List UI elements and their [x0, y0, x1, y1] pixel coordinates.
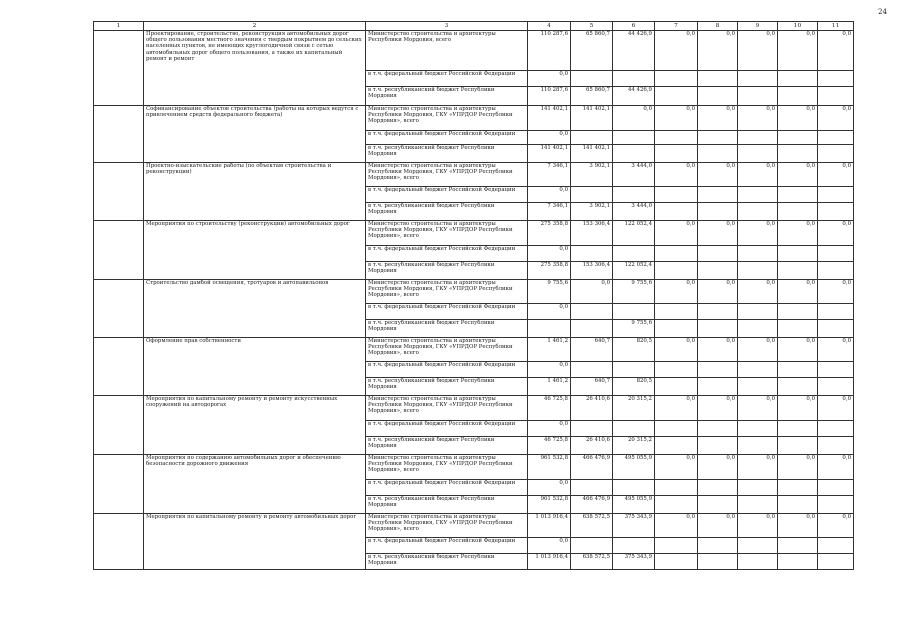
- value-cell: [738, 187, 778, 203]
- value-cell: 65 860,7: [571, 31, 613, 71]
- value-cell: 0,0: [655, 455, 698, 480]
- executor-cell: в т.ч. федеральный бюджет Российской Федерации: [366, 71, 528, 87]
- executor-cell: Министерство строительства и архитектуры Республики Мордовия, ГКУ «УПРДОР Республики Мордовия», всего: [366, 514, 528, 538]
- value-cell: [738, 203, 778, 221]
- executor-cell: Министерство строительства и архитектуры Республики Мордовия, ГКУ «УПРДОР Республики Мордовия», всего: [366, 280, 528, 304]
- value-cell: 0,0: [818, 338, 854, 362]
- value-cell: 0,0: [778, 514, 818, 538]
- value-cell: 0,0: [738, 221, 778, 246]
- value-cell: 0,0: [655, 221, 698, 246]
- value-cell: [571, 187, 613, 203]
- value-cell: [655, 554, 698, 570]
- value-cell: 0,0: [778, 455, 818, 480]
- value-cell: [655, 131, 698, 145]
- value-cell: [818, 421, 854, 437]
- measure-name-cell: Проектно-изыскательские работы (по объектам строительства и реконструкции): [144, 163, 366, 221]
- value-cell: 375 343,9: [613, 554, 655, 570]
- value-cell: 122 052,4: [613, 262, 655, 280]
- value-cell: 0,0: [698, 280, 738, 304]
- value-cell: 0,0: [738, 514, 778, 538]
- value-cell: [818, 87, 854, 106]
- value-cell: [818, 71, 854, 87]
- value-cell: [738, 496, 778, 514]
- value-cell: 7 346,1: [528, 163, 571, 187]
- value-cell: [778, 362, 818, 378]
- value-cell: [738, 131, 778, 145]
- measure-name-cell: Проектирование, строительство, реконструкция автомобильных дорог общего пользования местного значения с твердым покрытием до сельских населенных пунктов, не имеющих круглогодичной связи с сетью автомобильных дорог общего пользования, а также их капитальный ремонт и ремонт: [144, 31, 366, 106]
- measure-name-cell: Софинансирование объектов строительства (работы на которых ведутся с привлечением средств федерального бюджета): [144, 106, 366, 163]
- value-cell: [778, 304, 818, 320]
- executor-cell: в т.ч. республиканский бюджет Республики Мордовия: [366, 145, 528, 163]
- value-cell: [698, 378, 738, 396]
- value-cell: 141 402,1: [528, 145, 571, 163]
- value-cell: 0,0: [778, 280, 818, 304]
- value-cell: [818, 131, 854, 145]
- value-cell: [655, 203, 698, 221]
- row-number-cell: [94, 106, 144, 163]
- value-cell: 3 444,0: [613, 203, 655, 221]
- value-cell: 0,0: [528, 480, 571, 496]
- value-cell: 0,0: [738, 338, 778, 362]
- executor-cell: Министерство строительства и архитектуры Республики Мордовия, всего: [366, 31, 528, 71]
- value-cell: [613, 71, 655, 87]
- value-cell: 0,0: [528, 362, 571, 378]
- table-row: [94, 106, 854, 131]
- value-cell: [698, 203, 738, 221]
- value-cell: 0,0: [818, 455, 854, 480]
- value-cell: 110 287,6: [528, 87, 571, 106]
- executor-cell: в т.ч. федеральный бюджет Российской Федерации: [366, 421, 528, 437]
- value-cell: 0,0: [818, 163, 854, 187]
- value-cell: [778, 437, 818, 455]
- value-cell: [571, 304, 613, 320]
- value-cell: [778, 87, 818, 106]
- value-cell: 141 402,1: [571, 145, 613, 163]
- column-number: 9: [738, 22, 778, 31]
- table-row: [94, 280, 854, 304]
- value-cell: 46 725,8: [528, 437, 571, 455]
- value-cell: [698, 246, 738, 262]
- value-cell: [738, 71, 778, 87]
- value-cell: [818, 554, 854, 570]
- value-cell: [818, 262, 854, 280]
- value-cell: 0,0: [818, 514, 854, 538]
- executor-cell: в т.ч. республиканский бюджет Республики Мордовия: [366, 554, 528, 570]
- table-row: [94, 31, 854, 71]
- value-cell: [778, 320, 818, 338]
- value-cell: [778, 187, 818, 203]
- executor-cell: Министерство строительства и архитектуры Республики Мордовия, ГКУ «УПРДОР Республики Мордовия», всего: [366, 221, 528, 246]
- value-cell: [698, 496, 738, 514]
- value-cell: 0,0: [778, 396, 818, 421]
- value-cell: [655, 262, 698, 280]
- table-row: [94, 338, 854, 362]
- value-cell: [655, 320, 698, 338]
- value-cell: 495 055,9: [613, 496, 655, 514]
- value-cell: 0,0: [818, 31, 854, 71]
- value-cell: 961 532,8: [528, 496, 571, 514]
- executor-cell: Министерство строительства и архитектуры Республики Мордовия, ГКУ «УПРДОР Республики Мордовия», всего: [366, 106, 528, 131]
- value-cell: [613, 480, 655, 496]
- executor-cell: в т.ч. республиканский бюджет Республики Мордовия: [366, 378, 528, 396]
- row-number-cell: [94, 221, 144, 280]
- value-cell: 495 055,9: [613, 455, 655, 480]
- column-number: 8: [698, 22, 738, 31]
- executor-cell: Министерство строительства и архитектуры Республики Мордовия, ГКУ «УПРДОР Республики Мордовия», всего: [366, 455, 528, 480]
- value-cell: [738, 538, 778, 554]
- value-cell: 638 572,5: [571, 554, 613, 570]
- value-cell: [778, 203, 818, 221]
- value-cell: 26 410,6: [571, 437, 613, 455]
- executor-cell: в т.ч. федеральный бюджет Российской Федерации: [366, 304, 528, 320]
- column-number: 5: [571, 22, 613, 31]
- value-cell: [571, 362, 613, 378]
- value-cell: 0,0: [655, 396, 698, 421]
- value-cell: 3 444,0: [613, 163, 655, 187]
- value-cell: [655, 187, 698, 203]
- value-cell: 0,0: [655, 106, 698, 131]
- page-number: 24: [878, 8, 887, 16]
- value-cell: [778, 378, 818, 396]
- value-cell: [698, 187, 738, 203]
- value-cell: 65 860,7: [571, 87, 613, 106]
- measure-name-cell: Оформление прав собственности: [144, 338, 366, 396]
- column-number: 10: [778, 22, 818, 31]
- executor-cell: Министерство строительства и архитектуры Республики Мордовия, ГКУ «УПРДОР Республики Мордовия», всего: [366, 338, 528, 362]
- value-cell: [698, 320, 738, 338]
- value-cell: [738, 145, 778, 163]
- value-cell: [818, 496, 854, 514]
- value-cell: 153 306,4: [571, 221, 613, 246]
- value-cell: [778, 496, 818, 514]
- value-cell: [698, 554, 738, 570]
- column-number: 11: [818, 22, 854, 31]
- value-cell: [698, 304, 738, 320]
- value-cell: [778, 131, 818, 145]
- value-cell: [655, 378, 698, 396]
- value-cell: [818, 304, 854, 320]
- value-cell: [613, 421, 655, 437]
- value-cell: 0,0: [528, 304, 571, 320]
- value-cell: [738, 421, 778, 437]
- value-cell: 0,0: [738, 455, 778, 480]
- value-cell: [698, 71, 738, 87]
- executor-cell: в т.ч. федеральный бюджет Российской Федерации: [366, 538, 528, 554]
- value-cell: 640,7: [571, 338, 613, 362]
- executor-cell: в т.ч. республиканский бюджет Республики Мордовия: [366, 262, 528, 280]
- executor-cell: в т.ч. республиканский бюджет Республики Мордовия: [366, 203, 528, 221]
- value-cell: 466 476,9: [571, 455, 613, 480]
- row-number-cell: [94, 338, 144, 396]
- value-cell: 375 343,9: [613, 514, 655, 538]
- column-number: 3: [366, 22, 528, 31]
- value-cell: 961 532,8: [528, 455, 571, 480]
- value-cell: 0,0: [655, 338, 698, 362]
- value-cell: [698, 538, 738, 554]
- value-cell: 0,0: [613, 106, 655, 131]
- value-cell: [655, 437, 698, 455]
- value-cell: [738, 437, 778, 455]
- value-cell: 0,0: [528, 187, 571, 203]
- value-cell: 153 306,4: [571, 262, 613, 280]
- value-cell: [613, 246, 655, 262]
- value-cell: [698, 262, 738, 280]
- executor-cell: в т.ч. федеральный бюджет Российской Федерации: [366, 362, 528, 378]
- value-cell: 122 052,4: [613, 221, 655, 246]
- value-cell: 0,0: [528, 421, 571, 437]
- value-cell: 0,0: [818, 396, 854, 421]
- value-cell: 820,5: [613, 338, 655, 362]
- value-cell: [655, 480, 698, 496]
- value-cell: 0,0: [528, 246, 571, 262]
- value-cell: [571, 538, 613, 554]
- column-number: 2: [144, 22, 366, 31]
- value-cell: [778, 554, 818, 570]
- value-cell: 466 476,9: [571, 496, 613, 514]
- value-cell: [738, 480, 778, 496]
- value-cell: [571, 131, 613, 145]
- value-cell: [655, 496, 698, 514]
- value-cell: [818, 187, 854, 203]
- value-cell: [778, 262, 818, 280]
- value-cell: [655, 87, 698, 106]
- value-cell: [818, 378, 854, 396]
- value-cell: 0,0: [778, 163, 818, 187]
- value-cell: 0,0: [528, 131, 571, 145]
- value-cell: 0,0: [698, 396, 738, 421]
- column-number: 6: [613, 22, 655, 31]
- value-cell: [655, 362, 698, 378]
- executor-cell: в т.ч. республиканский бюджет Республики Мордовия: [366, 437, 528, 455]
- value-cell: 275 358,8: [528, 221, 571, 246]
- value-cell: [613, 538, 655, 554]
- value-cell: 46 725,8: [528, 396, 571, 421]
- value-cell: [571, 71, 613, 87]
- executor-cell: в т.ч. федеральный бюджет Российской Федерации: [366, 480, 528, 496]
- value-cell: [738, 262, 778, 280]
- value-cell: [698, 480, 738, 496]
- row-number-cell: [94, 31, 144, 106]
- budget-table: [93, 21, 854, 570]
- table-row: [94, 396, 854, 421]
- value-cell: [818, 246, 854, 262]
- value-cell: [778, 480, 818, 496]
- value-cell: [655, 538, 698, 554]
- value-cell: 0,0: [738, 106, 778, 131]
- value-cell: [818, 480, 854, 496]
- value-cell: 0,0: [698, 221, 738, 246]
- value-cell: 141 402,1: [528, 106, 571, 131]
- value-cell: 7 346,1: [528, 203, 571, 221]
- value-cell: [698, 87, 738, 106]
- value-cell: [613, 362, 655, 378]
- row-number-cell: [94, 163, 144, 221]
- value-cell: 0,0: [738, 396, 778, 421]
- value-cell: [738, 304, 778, 320]
- value-cell: 9 755,6: [613, 280, 655, 304]
- executor-cell: в т.ч. федеральный бюджет Российской Федерации: [366, 131, 528, 145]
- value-cell: [818, 362, 854, 378]
- row-number-cell: [94, 455, 144, 514]
- value-cell: 20 315,2: [613, 396, 655, 421]
- value-cell: 1 013 916,4: [528, 514, 571, 538]
- value-cell: 9 755,6: [613, 320, 655, 338]
- table-row: [94, 221, 854, 246]
- value-cell: 0,0: [818, 106, 854, 131]
- value-cell: 275 358,8: [528, 262, 571, 280]
- value-cell: [818, 145, 854, 163]
- value-cell: [571, 480, 613, 496]
- measure-name-cell: Мероприятия по капитальному ремонту и ремонту искусственных сооружений на автодорогах: [144, 396, 366, 455]
- value-cell: [698, 421, 738, 437]
- value-cell: [655, 421, 698, 437]
- measure-name-cell: Мероприятия по содержанию автомобильных дорог и обеспечению безопасности дорожного движения: [144, 455, 366, 514]
- value-cell: 3 902,1: [571, 163, 613, 187]
- value-cell: 0,0: [738, 31, 778, 71]
- column-number: 7: [655, 22, 698, 31]
- column-number: 1: [94, 22, 144, 31]
- value-cell: [738, 362, 778, 378]
- value-cell: 0,0: [655, 31, 698, 71]
- value-cell: [818, 203, 854, 221]
- value-cell: [613, 187, 655, 203]
- value-cell: [778, 145, 818, 163]
- executor-cell: в т.ч. республиканский бюджет Республики Мордовия: [366, 87, 528, 106]
- value-cell: [571, 421, 613, 437]
- value-cell: [698, 131, 738, 145]
- value-cell: [655, 71, 698, 87]
- value-cell: [655, 145, 698, 163]
- value-cell: [698, 362, 738, 378]
- value-cell: [655, 304, 698, 320]
- value-cell: [613, 304, 655, 320]
- value-cell: [778, 246, 818, 262]
- value-cell: [778, 71, 818, 87]
- value-cell: 0,0: [528, 71, 571, 87]
- value-cell: 0,0: [778, 338, 818, 362]
- value-cell: 0,0: [571, 280, 613, 304]
- value-cell: [778, 538, 818, 554]
- value-cell: [818, 320, 854, 338]
- value-cell: [613, 145, 655, 163]
- value-cell: 44 426,9: [613, 31, 655, 71]
- value-cell: [818, 538, 854, 554]
- table-row: [94, 514, 854, 538]
- value-cell: [818, 437, 854, 455]
- value-cell: [738, 378, 778, 396]
- value-cell: 110 287,6: [528, 31, 571, 71]
- value-cell: 0,0: [698, 31, 738, 71]
- value-cell: 0,0: [698, 163, 738, 187]
- value-cell: [738, 87, 778, 106]
- value-cell: 0,0: [698, 455, 738, 480]
- executor-cell: в т.ч. федеральный бюджет Российской Федерации: [366, 187, 528, 203]
- measure-name-cell: Мероприятия по строительству (реконструкции) автомобильных дорог: [144, 221, 366, 280]
- value-cell: [778, 421, 818, 437]
- measure-name-cell: Строительство дамбой освещения, тротуаров и автопавильонов: [144, 280, 366, 338]
- table-row: [94, 455, 854, 480]
- value-cell: 0,0: [778, 221, 818, 246]
- value-cell: [571, 246, 613, 262]
- value-cell: 0,0: [818, 221, 854, 246]
- measure-name-cell: Мероприятия по капитальному ремонту и ремонту автомобильных дорог: [144, 514, 366, 570]
- value-cell: [571, 320, 613, 338]
- table-row: [94, 163, 854, 187]
- value-cell: 0,0: [528, 538, 571, 554]
- value-cell: [613, 131, 655, 145]
- row-number-cell: [94, 280, 144, 338]
- value-cell: 0,0: [738, 163, 778, 187]
- value-cell: 0,0: [698, 338, 738, 362]
- value-cell: 0,0: [778, 106, 818, 131]
- value-cell: [738, 554, 778, 570]
- value-cell: 0,0: [698, 106, 738, 131]
- value-cell: [528, 320, 571, 338]
- value-cell: 0,0: [655, 514, 698, 538]
- row-number-cell: [94, 514, 144, 570]
- value-cell: 638 572,5: [571, 514, 613, 538]
- executor-cell: в т.ч. республиканский бюджет Республики Мордовия: [366, 320, 528, 338]
- value-cell: 820,5: [613, 378, 655, 396]
- value-cell: 9 755,6: [528, 280, 571, 304]
- value-cell: [698, 145, 738, 163]
- value-cell: 1 461,2: [528, 378, 571, 396]
- value-cell: 1 013 916,4: [528, 554, 571, 570]
- executor-cell: Министерство строительства и архитектуры Республики Мордовия, ГКУ «УПРДОР Республики Мордовия», всего: [366, 396, 528, 421]
- column-number-row: [94, 22, 854, 31]
- executor-cell: в т.ч. федеральный бюджет Российской Федерации: [366, 246, 528, 262]
- row-number-cell: [94, 396, 144, 455]
- value-cell: 0,0: [778, 31, 818, 71]
- value-cell: [655, 246, 698, 262]
- value-cell: 640,7: [571, 378, 613, 396]
- value-cell: [738, 246, 778, 262]
- value-cell: [698, 437, 738, 455]
- value-cell: 1 461,2: [528, 338, 571, 362]
- value-cell: 26 410,6: [571, 396, 613, 421]
- value-cell: 0,0: [738, 280, 778, 304]
- executor-cell: в т.ч. республиканский бюджет Республики Мордовия: [366, 496, 528, 514]
- value-cell: 20 315,2: [613, 437, 655, 455]
- value-cell: 3 902,1: [571, 203, 613, 221]
- column-number: 4: [528, 22, 571, 31]
- value-cell: 0,0: [655, 280, 698, 304]
- value-cell: 0,0: [698, 514, 738, 538]
- value-cell: 44 426,9: [613, 87, 655, 106]
- value-cell: [738, 320, 778, 338]
- value-cell: 0,0: [818, 280, 854, 304]
- value-cell: 141 402,1: [571, 106, 613, 131]
- executor-cell: Министерство строительства и архитектуры Республики Мордовия, ГКУ «УПРДОР Республики Мордовия», всего: [366, 163, 528, 187]
- value-cell: 0,0: [655, 163, 698, 187]
